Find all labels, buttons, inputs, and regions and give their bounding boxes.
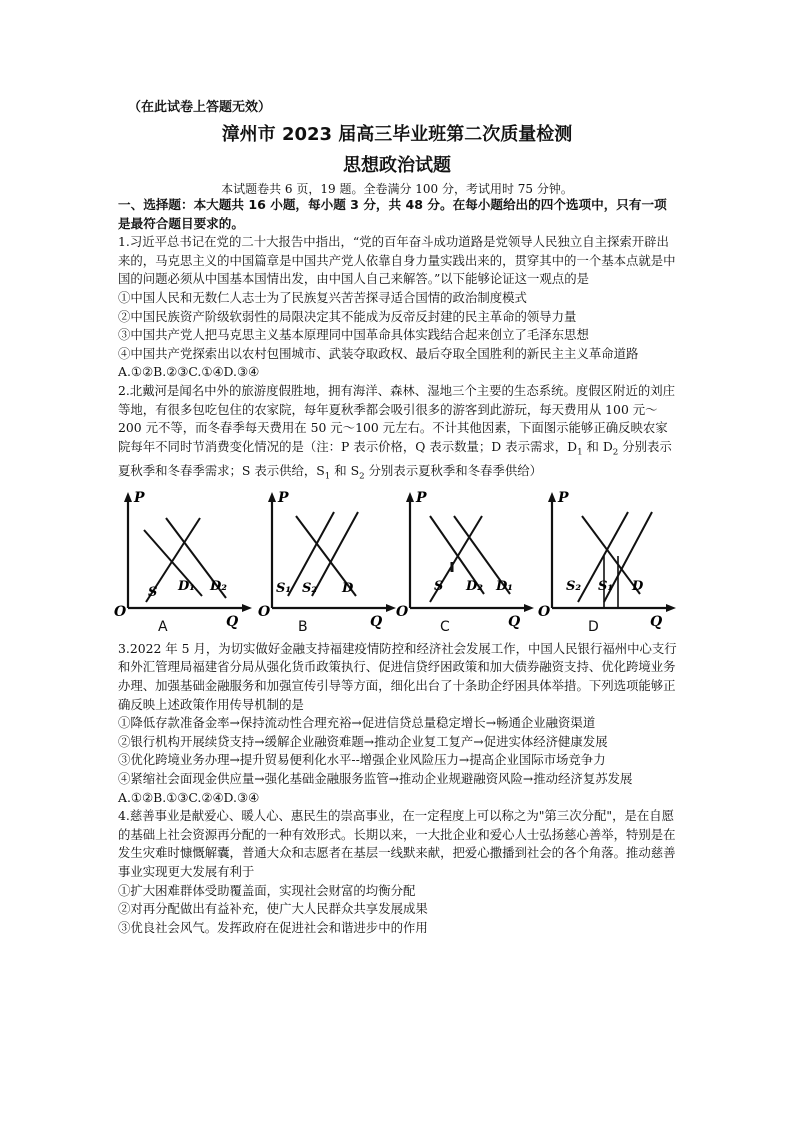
exam-subject: 思想政治试题 xyxy=(343,155,451,176)
graph-d-s2: S₂ xyxy=(566,578,582,594)
graph-c-label: C xyxy=(440,618,450,635)
exam-content xyxy=(114,196,678,937)
q2-graphs xyxy=(114,489,678,640)
q1-option-1: ①中国人民和无数仁人志士为了民族复兴苦苦探寻适合国情的政治制度模式 xyxy=(118,289,527,305)
graph-b-s2: S₂ xyxy=(302,580,318,596)
q4-option-2: ②对再分配做出有益补充，使广大人民群众共享发展成果 xyxy=(118,901,428,917)
graph-d-origin: O xyxy=(538,603,551,620)
graph-d-label: D xyxy=(588,618,599,635)
graph-d xyxy=(538,489,692,640)
graph-b-axis-q: Q xyxy=(370,613,383,630)
q3-option-1: ①降低存款准备金率→保持流动性合理充裕→促进信贷总量稳定增长→畅通企业融资渠道 xyxy=(118,715,596,731)
q4-option-3: ③优良社会风气。发挥政府在促进社会和谐进步中的作用 xyxy=(118,919,428,935)
no-answer-note: （在此试卷上答题无效） xyxy=(128,100,272,115)
graph-a-svg xyxy=(114,489,268,640)
graph-b-d: D xyxy=(342,580,354,596)
q2-stem xyxy=(118,382,678,486)
graph-a-label: A xyxy=(158,618,168,635)
graph-a-axis-p: P xyxy=(134,489,145,506)
q3-option-3: ③优化跨境业务办理→提升贸易便利化水平--增强企业风险压力→提高企业国际市场竞争力 xyxy=(118,752,606,768)
graph-d-s1: S₁ xyxy=(598,578,614,594)
exam-info: 本试题卷共 6 页，19 题。全卷满分 100 分，考试用时 75 分钟。 xyxy=(221,182,573,196)
q2-stem-e: 分别表示夏秋季和冬春季供给） xyxy=(364,462,542,478)
graph-a-s: S xyxy=(148,584,158,600)
graph-c-axis-q: Q xyxy=(508,613,521,630)
graph-b-axis-p: P xyxy=(278,489,289,506)
graph-c-origin: O xyxy=(396,603,409,620)
graph-a-origin: O xyxy=(114,603,127,620)
graph-c xyxy=(396,489,550,640)
graph-b xyxy=(258,489,412,640)
q2-stem-d: 和 S xyxy=(330,462,360,478)
exam-title: 漳州市 2023 届高三毕业班第二次质量检测 xyxy=(221,124,573,145)
q2-sub-1b: 1 xyxy=(324,471,331,482)
q4-stem: 4.慈善事业是献爱心、暖人心、惠民生的崇高事业，在一定程度上可以称之为"第三次分配"，是在自愿的基础上社会资源再分配的一种有效形式。长期以来，一大批企业和爱心人士弘扬慈心善举，特别是在发生灾难时慷慨解囊，普通大众和志愿者在基层一线默来献，把爱心撒播到社会的各个角落。推动慈善事业实现更大发展有利于 xyxy=(118,808,676,879)
q3-option-2: ②银行机构开展续贷支持→缓解企业融资难题→推动企业复工复产→促进实体经济健康发展 xyxy=(118,733,608,749)
graph-b-label: B xyxy=(298,618,308,635)
q3-option-4: ④紧缩社会面现金供应量→强化基础金融服务监管→推动企业规避融资风险→推动经济复苏发展 xyxy=(118,771,633,786)
q1-answers: A.①②B.②③C.①④D.③④ xyxy=(118,364,260,380)
graph-a xyxy=(114,489,268,640)
graph-c-d1: D₁ xyxy=(496,578,513,594)
graph-a-d2: D₂ xyxy=(210,578,227,594)
q2-sub-2b: 2 xyxy=(359,471,365,482)
q2-stem-b: 和 D xyxy=(582,438,613,454)
q1-option-2: ②中国民族资产阶级软弱性的局限决定其不能成为反帝反封建的民主革命的领导力量 xyxy=(118,308,577,324)
q4-option-1: ①扩大困难群体受助覆盖面，实现社会财富的均衡分配 xyxy=(118,882,416,898)
q3-stem: 3.2022 年 5 月，为切实做好金融支持福建疫情防控和经济社会发展工作，中国人民银行福州中心支行和外汇管理局福建省分局从强化货币政策执行、促进信贷纾困政策和加大债券融资支持、优化跨境业务办理、加强基础金融服务和加强宣传引导等方面，细化出台了十条助企纾困具体举措。下列选项能够正确反映上述政策作用传导机制的是 xyxy=(118,640,677,712)
q1-stem: 1.习近平总书记在党的二十大报告中指出，“党的百年奋斗成功道路是党领导人民独立自主探索开辟出来的，马克思主义的中国篇章是中国共产党人依靠自身力量实践出来的，贯穿其中的一个基本点就是中国的问题必须从中国基本国情出发，由中国人自己来解答。”以下能够论证这一观点的是 xyxy=(118,234,676,287)
graph-c-svg xyxy=(396,489,550,640)
q1-option-4: ④中国共产党探索出以农村包围城市、武装夺取政权、最后夺取全国胜利的新民主主义革命道路 xyxy=(118,345,639,361)
graph-a-axis-q: Q xyxy=(226,613,239,630)
section-heading: 一、选择题：本大题共 16 小题，每小题 3 分，共 48 分。在每小题给出的四个选项中，只有一项是最符合题目要求的。 xyxy=(118,197,667,231)
q2-sub-2a: 2 xyxy=(612,447,619,458)
q2-stem-c: 分别表示夏秋季和冬春季需求；S 表示供给，S xyxy=(118,438,672,478)
graph-c-d2: D₂ xyxy=(466,578,483,594)
graph-d-d: D xyxy=(632,578,644,594)
graph-b-s1: S₁ xyxy=(276,580,292,596)
q1-option-3: ③中国共产党人把马克思主义基本原理同中国革命具体实践结合起来创立了毛泽东思想 xyxy=(118,327,589,343)
graph-c-axis-p: P xyxy=(416,489,427,506)
q3-answers: A.①②B.①③C.②④D.③④ xyxy=(118,789,260,805)
q2-sub-1a: 1 xyxy=(577,447,583,458)
graph-d-svg xyxy=(538,489,692,640)
graph-a-d1: D₁ xyxy=(178,578,195,594)
graph-d-axis-p: P xyxy=(558,489,569,506)
graph-b-svg xyxy=(258,489,412,640)
graph-d-axis-q: Q xyxy=(650,613,663,630)
graph-b-origin: O xyxy=(258,603,271,620)
q2-stem-a: 2.北戴河是闻名中外的旅游度假胜地，拥有海洋、森林、湿地三个主要的生态系统。度假区附近的刘庄等地，有很多包吃包住的农家院，每年夏秋季都会吸引很多的游客到此游玩，每天费用从 100 元～200 元不等，而冬春季每天费用在 50 元～100 元左右。不计其他因素，下面图示能够正确反映农家院每年不同时节消费变化情况的是（注：P 表示价格，Q 表示数量；D 表示需求，D xyxy=(118,382,676,454)
graph-c-s: S xyxy=(434,578,444,594)
